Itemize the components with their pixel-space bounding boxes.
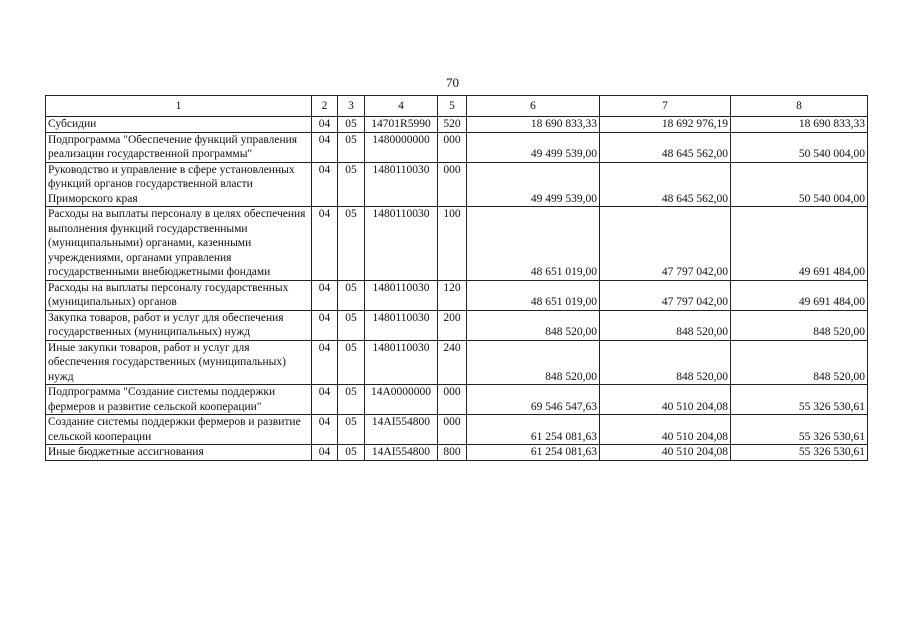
amount-col8: 55 326 530,61: [731, 445, 868, 461]
expense-type-code: 000: [438, 415, 467, 445]
header-row: [46, 96, 868, 117]
subsection-code: 05: [338, 162, 365, 207]
subsection-code: 05: [338, 132, 365, 162]
row-name: Иные бюджетные ассигнования: [46, 445, 312, 461]
row-name: Создание системы поддержки фермеров и развитие сельской кооперации: [46, 415, 312, 445]
amount-col8: 848 520,00: [731, 310, 868, 340]
subsection-code: 05: [338, 340, 365, 385]
amount-col7: 40 510 204,08: [600, 445, 731, 461]
target-article-code: 14АI554800: [365, 445, 438, 461]
section-code: 04: [312, 162, 338, 207]
section-code: 04: [312, 310, 338, 340]
table-row: [46, 310, 868, 340]
expense-type-code: 000: [438, 162, 467, 207]
table-row: [46, 280, 868, 310]
target-article-code: 14701R5990: [365, 117, 438, 133]
row-name: Подпрограмма "Создание системы поддержки фермеров и развитие сельской кооперации": [46, 385, 312, 415]
column-header: 1: [46, 96, 312, 117]
column-header: 4: [365, 96, 438, 117]
amount-col6: 61 254 081,63: [467, 445, 600, 461]
expense-type-code: 800: [438, 445, 467, 461]
table-row: [46, 340, 868, 385]
table-row: [46, 385, 868, 415]
amount-col6: 49 499 539,00: [467, 132, 600, 162]
column-header: 2: [312, 96, 338, 117]
amount-col7: 18 692 976,19: [600, 117, 731, 133]
row-name: Расходы на выплаты персоналу государственных (муниципальных) органов: [46, 280, 312, 310]
table-row: [46, 117, 868, 133]
section-code: 04: [312, 385, 338, 415]
subsection-code: 05: [338, 310, 365, 340]
amount-col6: 18 690 833,33: [467, 117, 600, 133]
row-name: Субсидии: [46, 117, 312, 133]
column-header: 5: [438, 96, 467, 117]
section-code: 04: [312, 415, 338, 445]
table-row: [46, 415, 868, 445]
expense-type-code: 000: [438, 385, 467, 415]
column-header: 7: [600, 96, 731, 117]
subsection-code: 05: [338, 445, 365, 461]
section-code: 04: [312, 280, 338, 310]
row-name: Руководство и управление в сфере установленных функций органов государственной власти Приморского края: [46, 162, 312, 207]
section-code: 04: [312, 132, 338, 162]
amount-col6: 61 254 081,63: [467, 415, 600, 445]
target-article-code: 14АI554800: [365, 415, 438, 445]
column-header: 6: [467, 96, 600, 117]
amount-col6: 49 499 539,00: [467, 162, 600, 207]
expense-type-code: 120: [438, 280, 467, 310]
amount-col7: 848 520,00: [600, 340, 731, 385]
amount-col7: 48 645 562,00: [600, 162, 731, 207]
amount-col6: 69 546 547,63: [467, 385, 600, 415]
budget-table: [45, 95, 868, 461]
table-row: [46, 207, 868, 281]
amount-col8: 55 326 530,61: [731, 415, 868, 445]
target-article-code: 1480110030: [365, 340, 438, 385]
amount-col7: 48 645 562,00: [600, 132, 731, 162]
target-article-code: 14А0000000: [365, 385, 438, 415]
target-article-code: 1480110030: [365, 207, 438, 281]
table-row: [46, 162, 868, 207]
amount-col8: 50 540 004,00: [731, 162, 868, 207]
amount-col7: 40 510 204,08: [600, 415, 731, 445]
column-header: 8: [731, 96, 868, 117]
amount-col6: 848 520,00: [467, 310, 600, 340]
expense-type-code: 000: [438, 132, 467, 162]
amount-col6: 48 651 019,00: [467, 207, 600, 281]
page-number: 70: [446, 75, 459, 90]
amount-col7: 47 797 042,00: [600, 207, 731, 281]
amount-col6: 848 520,00: [467, 340, 600, 385]
target-article-code: 1480110030: [365, 162, 438, 207]
amount-col8: 18 690 833,33: [731, 117, 868, 133]
section-code: 04: [312, 117, 338, 133]
section-code: 04: [312, 207, 338, 281]
subsection-code: 05: [338, 117, 365, 133]
amount-col8: 49 691 484,00: [731, 280, 868, 310]
section-code: 04: [312, 340, 338, 385]
column-header: 3: [338, 96, 365, 117]
amount-col8: 55 326 530,61: [731, 385, 868, 415]
amount-col7: 848 520,00: [600, 310, 731, 340]
subsection-code: 05: [338, 415, 365, 445]
target-article-code: 1480000000: [365, 132, 438, 162]
amount-col8: 848 520,00: [731, 340, 868, 385]
row-name: Расходы на выплаты персоналу в целях обеспечения выполнения функций государственными (муниципальными) органами, казенными учреждениями, органами управления государственными внебюджетными фондами: [46, 207, 312, 281]
section-code: 04: [312, 445, 338, 461]
expense-type-code: 100: [438, 207, 467, 281]
row-name: Подпрограмма "Обеспечение функций управления реализации государственной программы": [46, 132, 312, 162]
target-article-code: 1480110030: [365, 280, 438, 310]
subsection-code: 05: [338, 280, 365, 310]
amount-col7: 47 797 042,00: [600, 280, 731, 310]
row-name: Закупка товаров, работ и услуг для обеспечения государственных (муниципальных) нужд: [46, 310, 312, 340]
amount-col6: 48 651 019,00: [467, 280, 600, 310]
amount-col8: 49 691 484,00: [731, 207, 868, 281]
expense-type-code: 520: [438, 117, 467, 133]
row-name: Иные закупки товаров, работ и услуг для обеспечения государственных (муниципальных) нужд: [46, 340, 312, 385]
target-article-code: 1480110030: [365, 310, 438, 340]
expense-type-code: 240: [438, 340, 467, 385]
subsection-code: 05: [338, 207, 365, 281]
amount-col8: 50 540 004,00: [731, 132, 868, 162]
table-row: [46, 132, 868, 162]
expense-type-code: 200: [438, 310, 467, 340]
amount-col7: 40 510 204,08: [600, 385, 731, 415]
table-row: [46, 445, 868, 461]
subsection-code: 05: [338, 385, 365, 415]
